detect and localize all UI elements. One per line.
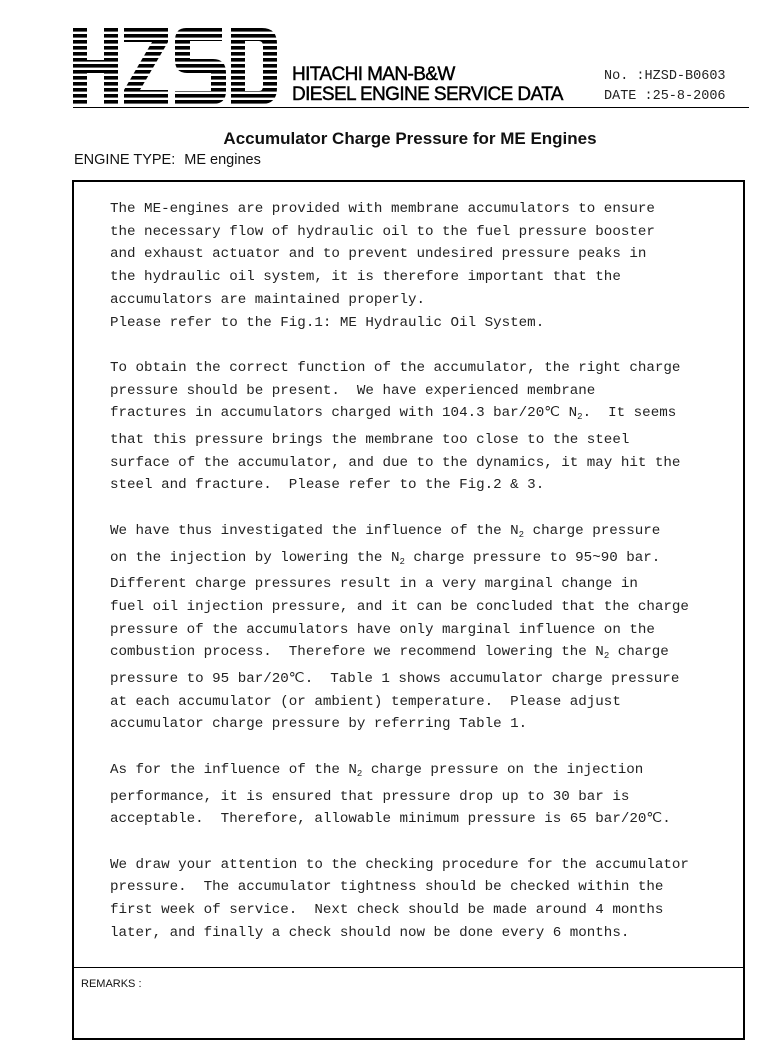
text-line: pressure of the accumulators have only marginal influence on the [110, 621, 655, 638]
paragraph-1 [110, 198, 740, 334]
text-line: pressure should be present. We have experienced membrane [110, 382, 596, 399]
subscript-2: 2 [399, 556, 405, 567]
subscript-2: 2 [603, 651, 610, 662]
paragraph-2 [110, 357, 740, 497]
paragraph-4 [110, 759, 740, 831]
paragraph-5 [110, 854, 740, 945]
text-line: that this pressure brings the membrane too close to the steel [110, 432, 630, 449]
text-line: We have thus investigated the influence of the $N_2$ charge pressure [110, 522, 661, 540]
subscript-2: 2 [518, 529, 525, 540]
engine-type-row [74, 152, 261, 168]
document-number-value: HZSD-B0603 [644, 69, 726, 84]
text-line: Please refer to the Fig.1: ME Hydraulic Oil System. [110, 314, 545, 331]
text-line: steel and fracture. Please refer to the Fig.2 & 3. [110, 477, 545, 494]
text-line: combustion process. Therefore we recommend lowering the $N_2$ charge [110, 644, 669, 662]
remarks-label: REMARKS : [81, 978, 142, 990]
company-name-line2: DIESEL ENGINE SERVICE DATA [292, 84, 563, 105]
company-name-line1: HITACHI MAN-B&W [292, 64, 455, 85]
text-line: surface of the accumulator, and due to the dynamics, it may hit the [110, 454, 681, 471]
text-line: We draw your attention to the checking procedure for the accumulator [110, 856, 689, 873]
text-line: As for the influence of the $N_2$ charge pressure on the injection [110, 761, 644, 779]
text-line: and exhaust actuator and to prevent undesired pressure peaks in [110, 246, 647, 263]
text-line: fractures in accumulators charged with 104.3 bar/20℃ $N_2$. It seems [110, 405, 677, 423]
document-number [604, 69, 726, 84]
text-line: performance, it is ensured that pressure drop up to 30 bar is [110, 788, 630, 805]
text-line: the hydraulic oil system, it is therefore important that the [110, 269, 621, 286]
document-header [0, 0, 768, 110]
text-line: later, and finally a check should now be done every 6 months. [110, 924, 630, 941]
engine-type-label: ENGINE TYPE: [74, 152, 176, 168]
text-line: accumulator charge pressure by referring Table 1. [110, 716, 528, 733]
header-divider [73, 107, 749, 108]
text-line: the necessary flow of hydraulic oil to the fuel pressure booster [110, 223, 655, 240]
hzsd-logo [73, 28, 277, 104]
text-line: on the injection by lowering the $N_2$ charge pressure to 95~90 bar. [110, 549, 661, 567]
subscript-2: 2 [577, 412, 583, 423]
document-date [604, 89, 726, 104]
text-line: at each accumulator (or ambient) temperature. Please adjust [110, 693, 621, 710]
document-number-label: No. : [604, 69, 645, 84]
text-line: pressure. The accumulator tightness should be checked within the [110, 879, 664, 896]
body-text [110, 198, 740, 944]
text-line: To obtain the correct function of the accumulator, the right charge [110, 359, 681, 376]
text-line: fuel oil injection pressure, and it can be concluded that the charge [110, 598, 689, 615]
text-line: first week of service. Next check should be made around 4 months [110, 902, 664, 919]
content-frame [72, 180, 745, 1040]
document-date-label: DATE : [604, 89, 653, 104]
document-title: Accumulator Charge Pressure for ME Engines [223, 129, 597, 148]
paragraph-3 [110, 520, 740, 736]
text-line: Different charge pressures result in a very marginal change in [110, 576, 638, 593]
text-line: pressure to 95 bar/20℃. Table 1 shows accumulator charge pressure [110, 671, 680, 688]
text-line: accumulators are maintained properly. [110, 291, 426, 308]
text-line: The ME-engines are provided with membrane accumulators to ensure [110, 201, 655, 217]
engine-type-value: ME engines [184, 152, 261, 168]
text-line: acceptable. Therefore, allowable minimum pressure is 65 bar/20℃. [110, 811, 671, 828]
remarks-divider [74, 967, 743, 968]
subscript-2: 2 [356, 768, 363, 779]
document-date-value: 25-8-2006 [652, 89, 726, 104]
